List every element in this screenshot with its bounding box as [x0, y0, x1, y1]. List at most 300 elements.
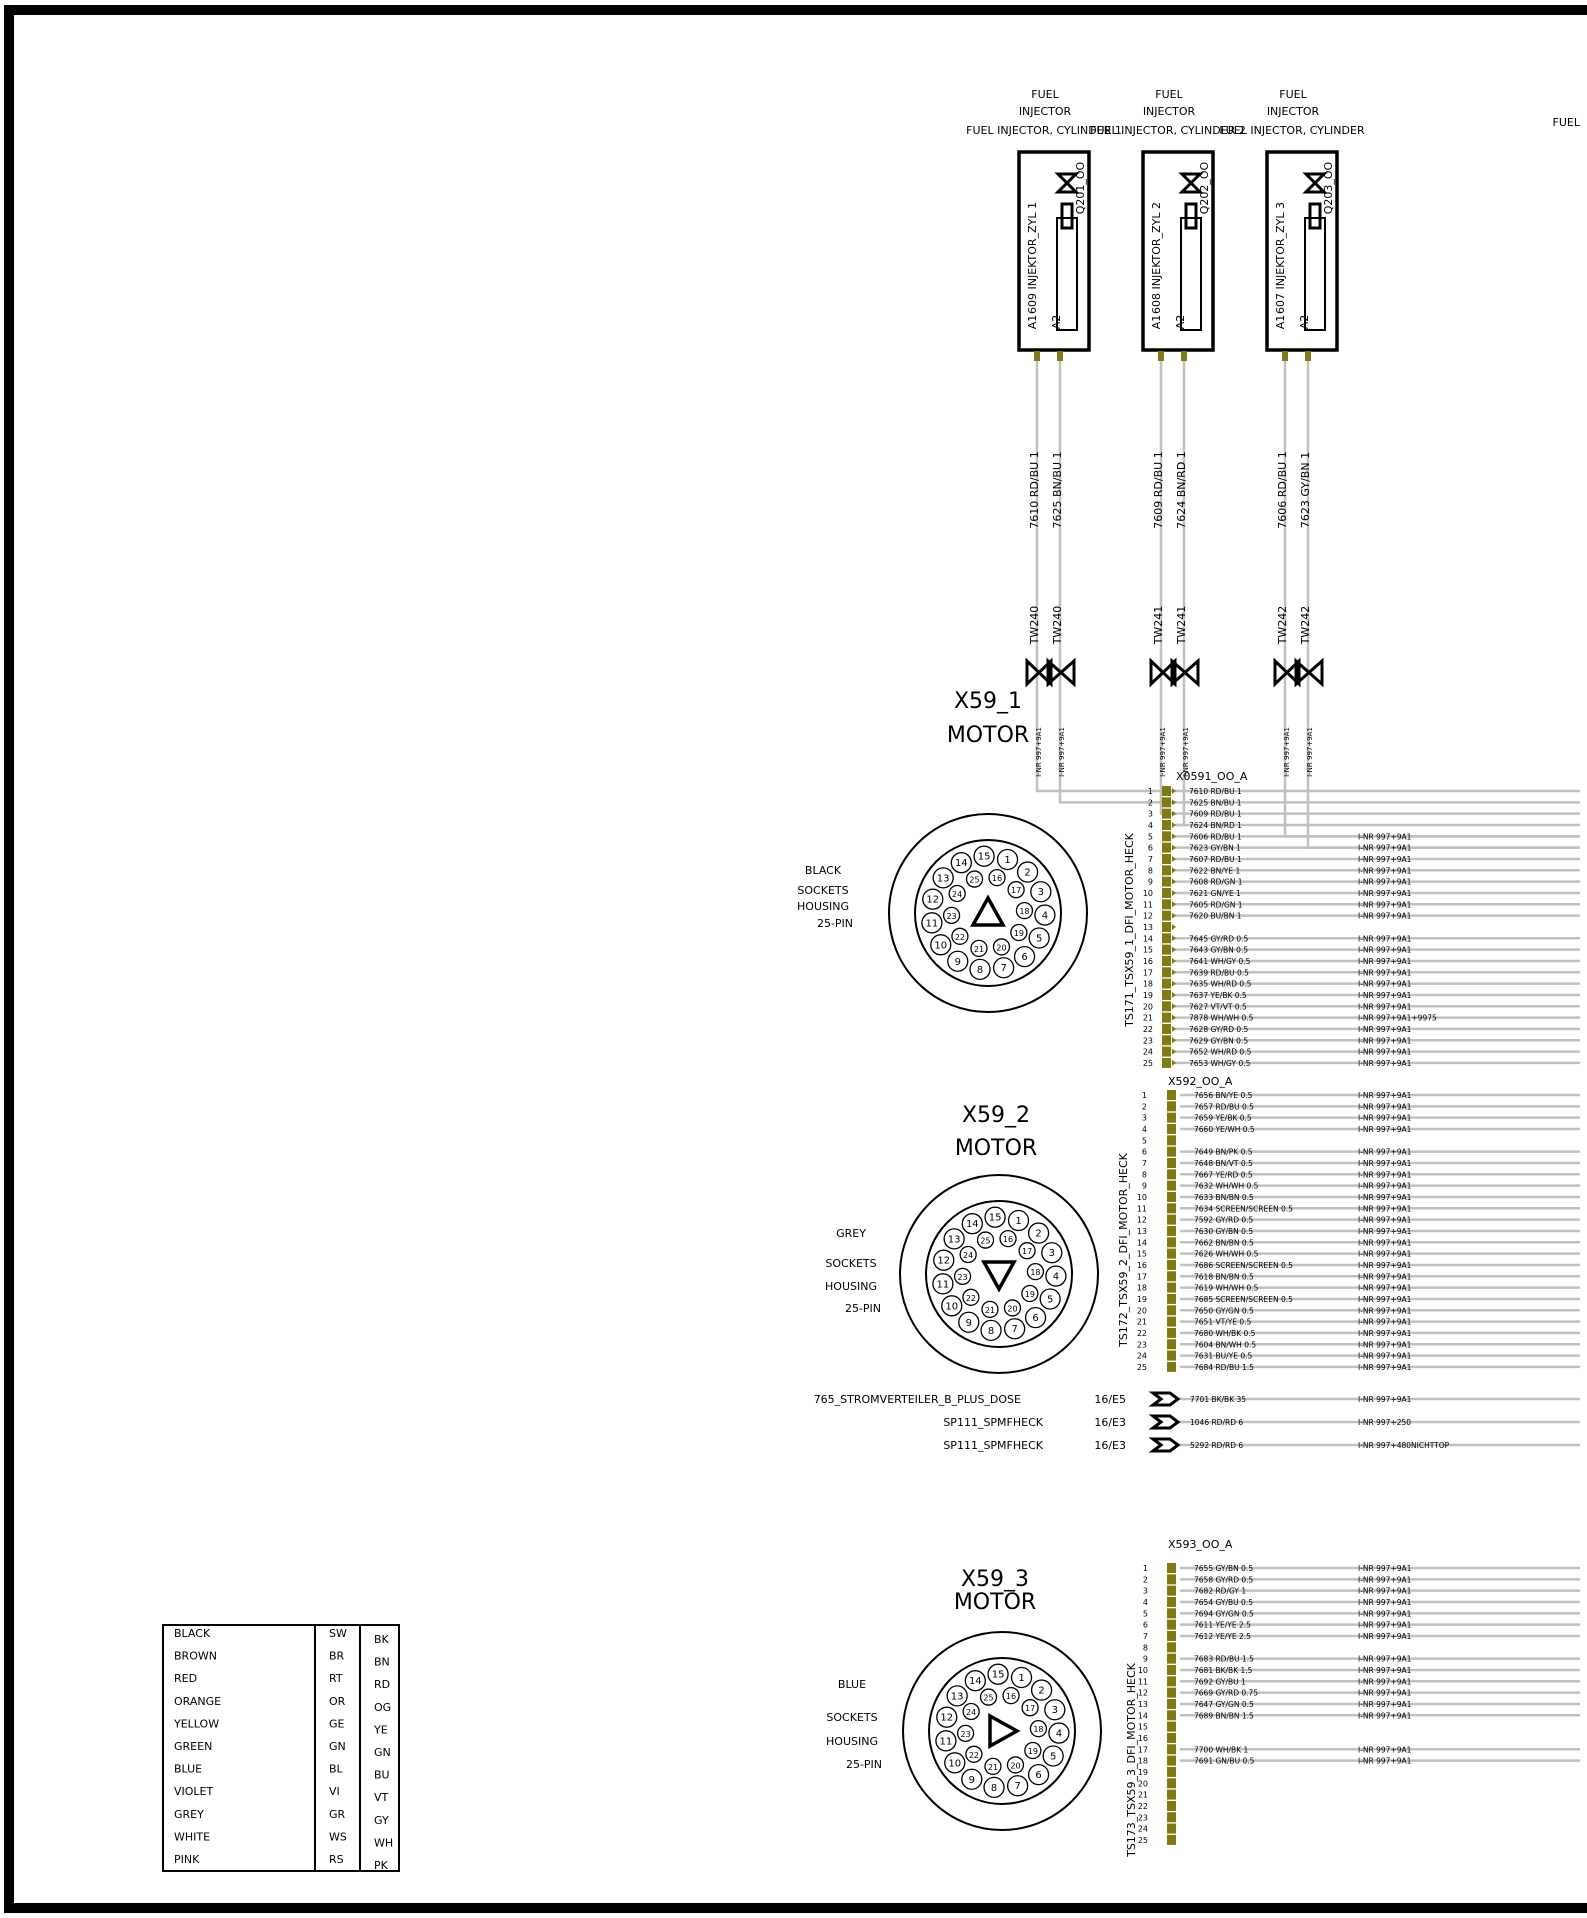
housing-pins: 25-PIN	[816, 917, 854, 930]
row-number: 22	[1137, 1801, 1148, 1811]
pin-number: 3	[1048, 1248, 1056, 1260]
row-number: 4	[1147, 820, 1153, 830]
legend-name: ORANGE	[174, 1694, 222, 1708]
terminal-pin	[1162, 922, 1171, 932]
legend-code-en: BU	[374, 1768, 390, 1782]
terminal-arrow	[1172, 822, 1176, 828]
terminal-pin	[1167, 1113, 1176, 1123]
wire-ref: I-NR 997+9A1+9975	[1358, 1013, 1437, 1023]
pin-number: 10	[945, 1301, 959, 1313]
nozzle-icon	[1186, 204, 1196, 228]
terminal-pin	[1167, 1328, 1176, 1338]
wire-ref: I-NR 997+9A1	[1358, 1597, 1412, 1607]
terminal-pin	[1167, 1586, 1176, 1596]
row-number: 23	[1136, 1340, 1147, 1350]
row-number: 15	[1137, 1722, 1148, 1732]
row-number: 24	[1136, 1351, 1147, 1361]
wire-label: 7643 GY/BN 0.5	[1189, 945, 1249, 955]
terminal-pin	[1167, 1597, 1176, 1607]
pin-number: 8	[990, 1782, 998, 1794]
pin-number: 25	[983, 1693, 994, 1703]
power-ref: 16/E3	[1094, 1416, 1126, 1429]
injector-ref: Q201_OO	[1074, 161, 1087, 215]
wire-label: 7623 GY/BN 1	[1189, 843, 1241, 853]
pin-number: 20	[996, 943, 1007, 953]
pin-number: 9	[968, 1774, 975, 1786]
wire-ref: I-NR 997+9A1	[1358, 1711, 1412, 1721]
wire	[1060, 361, 1175, 802]
terminal-pin	[1181, 351, 1187, 361]
wire-label: 7685 SCREEN/SCREEN 0.5	[1194, 1294, 1293, 1304]
terminal-pin	[1167, 1665, 1176, 1675]
wire-label: 7621 GN/YE 1	[1189, 888, 1241, 898]
legend-code-de: GR	[329, 1807, 346, 1821]
legend-name: VIOLET	[174, 1785, 214, 1799]
terminal-pin	[1162, 911, 1171, 921]
wire-ref: I-NR 997+9A1	[1358, 1091, 1412, 1100]
terminal-pin	[1167, 1101, 1176, 1111]
terminal-pin	[1167, 1271, 1176, 1281]
pin-number: 9	[965, 1317, 972, 1329]
terminal-pin	[1167, 1147, 1176, 1157]
row-number: 7	[1141, 1158, 1147, 1168]
housing-color: BLUE	[837, 1678, 867, 1691]
wire-label: 7630 GY/BN 0.5	[1194, 1226, 1254, 1236]
pin-number: 13	[936, 873, 950, 885]
terminal-pin	[1162, 797, 1171, 807]
row-number: 14	[1136, 1238, 1147, 1248]
wire-ref: I-NR 997+9A1	[1358, 1677, 1412, 1687]
wire-label: 7610 RD/BU 1	[1028, 451, 1041, 529]
row-number: 4	[1142, 1597, 1148, 1607]
terminal-pin	[1167, 1362, 1176, 1372]
pin-label: A1	[1026, 314, 1039, 330]
pin-number: 15	[988, 1212, 1002, 1224]
edge-fuel-label: FUEL	[1552, 116, 1580, 129]
legend-code-de: RT	[329, 1672, 343, 1686]
pin-number: 18	[1033, 1725, 1044, 1735]
wire-ref: I-NR 997+9A1	[1358, 1147, 1412, 1157]
terminal-pin	[1167, 1283, 1176, 1293]
nr-label: I-NR 997+9A1	[1058, 727, 1066, 777]
pin-number: 22	[968, 1750, 980, 1760]
legend-code-de: SW	[329, 1627, 347, 1640]
wire-ref: I-NR 997+9A1	[1358, 1158, 1412, 1168]
terminal-arrow	[1172, 879, 1176, 885]
wire-ref: I-NR 997+9A1	[1358, 1306, 1412, 1316]
wire-ref: I-NR 997+9A1	[1358, 854, 1412, 864]
terminal-pin	[1167, 1237, 1176, 1247]
terminal-pin	[1162, 877, 1171, 887]
terminal-pin	[1167, 1699, 1176, 1709]
injector-title: INJECTOR	[1018, 105, 1072, 118]
terminal-pin	[1162, 956, 1171, 966]
connector-vertical-label: TS171_TSX59_1_DFI_MOTOR_HECK	[1123, 833, 1136, 1027]
pin-number: 8	[987, 1325, 995, 1337]
wire-label: 7618 BN/BN 0.5	[1194, 1272, 1254, 1282]
orientation-icon	[973, 898, 1003, 925]
twist-label: TW241	[1152, 605, 1165, 645]
wire-ref: I-NR 997+9A1	[1358, 945, 1412, 955]
wire-ref: I-NR 997+9A1	[1358, 1756, 1412, 1766]
injector-title: FUEL	[1031, 88, 1059, 101]
terminal-pin	[1167, 1767, 1176, 1777]
wire-label: 7611 YE/YE 2.5	[1194, 1620, 1251, 1630]
connector-name: X59_3	[960, 1567, 1030, 1592]
pin-label: A1	[1274, 314, 1287, 330]
legend-code-en: BK	[374, 1633, 389, 1646]
row-number: 22	[1136, 1328, 1147, 1338]
pin-number: 4	[1041, 910, 1049, 922]
row-number: 22	[1142, 1024, 1153, 1034]
legend-name: YELLOW	[174, 1717, 220, 1731]
row-number: 25	[1142, 1058, 1153, 1068]
injector-title: FUEL	[1279, 88, 1307, 101]
terminal-pin	[1162, 888, 1171, 898]
wire-label: 7639 RD/BU 0.5	[1189, 968, 1249, 978]
pin-number: 11	[925, 918, 939, 930]
wire-label: 7604 BN/WH 0.5	[1194, 1340, 1257, 1350]
pin-number: 18	[1030, 1268, 1041, 1278]
legend-code-en: YE	[374, 1723, 388, 1737]
terminal-pin	[1167, 1215, 1176, 1225]
legend-code-en: GY	[374, 1813, 389, 1827]
wire	[1037, 361, 1175, 791]
wire-label: 7660 YE/WH 0.5	[1194, 1124, 1255, 1134]
connector-name: X59_2	[961, 1103, 1031, 1128]
wire-label: 7694 GY/GN 0.5	[1194, 1609, 1254, 1619]
wire	[1285, 361, 1580, 836]
terminal-arrow	[1172, 935, 1176, 941]
terminal-pin	[1162, 1058, 1171, 1068]
wire-ref: I-NR 997+9A1	[1358, 1745, 1412, 1755]
injector-body	[1181, 218, 1201, 330]
terminal-pin	[1167, 1688, 1176, 1698]
nr-label: I-NR 997+9A1	[1306, 727, 1314, 777]
row-number: 21	[1142, 1013, 1153, 1023]
terminal-arrow	[1172, 969, 1176, 975]
nozzle-icon	[1310, 204, 1320, 228]
power-arrow-icon	[1153, 1416, 1178, 1428]
wire-ref: I-NR 997+9A1	[1358, 1124, 1412, 1134]
twist-label: TW242	[1299, 605, 1312, 645]
legend-name: GREEN	[174, 1740, 213, 1753]
power-ref: 16/E3	[1094, 1439, 1126, 1452]
legend-code-en: OG	[374, 1700, 392, 1714]
wire-ref: I-NR 997+9A1	[1358, 1226, 1412, 1236]
row-number: 5	[1142, 1609, 1148, 1619]
wire-ref: I-NR 997+9A1	[1358, 1395, 1412, 1404]
wire-label: 7632 WH/WH 0.5	[1194, 1181, 1259, 1191]
pin-number: 23	[960, 1729, 971, 1739]
legend-code-en: WH	[374, 1836, 394, 1850]
wire-label: 7648 BN/VT 0.5	[1194, 1158, 1253, 1168]
wire-ref: I-NR 997+9A1	[1358, 1260, 1412, 1270]
housing-color: GREY	[836, 1227, 866, 1240]
pin-number: 19	[1024, 1290, 1035, 1300]
terminal-pin	[1167, 1824, 1176, 1834]
wire-label: 7655 GY/BN 0.5	[1194, 1564, 1254, 1573]
legend-code-en: GN	[374, 1746, 391, 1759]
terminal-pin	[1167, 1722, 1176, 1732]
row-number: 9	[1141, 1181, 1147, 1191]
row-number: 3	[1141, 1113, 1147, 1123]
terminal-arrow	[1172, 788, 1176, 794]
terminal-arrow	[1172, 856, 1176, 862]
wire-label: 7592 GY/RD 0.5	[1194, 1215, 1254, 1225]
pin-number: 3	[1051, 1705, 1059, 1717]
wire-label: 7627 VT/VT 0.5	[1189, 1002, 1247, 1012]
twist-label: TW240	[1028, 605, 1041, 645]
terminal-pin	[1167, 1835, 1176, 1845]
orientation-icon	[984, 1262, 1014, 1289]
wire-label: 7609 RD/BU 1	[1189, 809, 1242, 819]
pin-number: 19	[1027, 1747, 1038, 1757]
pin-number: 12	[937, 1255, 951, 1267]
wire-label: 7700 WH/BK 1	[1194, 1745, 1249, 1755]
row-number: 7	[1147, 854, 1153, 864]
terminal-pin	[1162, 933, 1171, 943]
wire-label: 7680 WH/BK 0.5	[1194, 1328, 1256, 1338]
wire-label: 7605 RD/GN 1	[1189, 900, 1243, 910]
terminal-pin	[1162, 1035, 1171, 1045]
terminal-pin	[1162, 820, 1171, 830]
row-number: 12	[1137, 1688, 1148, 1698]
wire-label: 7654 GY/BU 0.5	[1194, 1597, 1253, 1607]
pin-number: 12	[926, 894, 940, 906]
wire-label: 7641 WH/GY 0.5	[1189, 956, 1251, 966]
injector-title: FUEL	[1155, 88, 1183, 101]
legend-code-de: VI	[329, 1785, 340, 1799]
terminal-pin	[1167, 1744, 1176, 1754]
wire-ref: I-NR 997+250	[1358, 1418, 1412, 1427]
terminal-arrow	[1172, 1015, 1176, 1021]
power-name: SP111_SPMFHECK	[943, 1439, 1043, 1452]
pin-number: 6	[1021, 952, 1028, 964]
row-number: 12	[1142, 911, 1153, 921]
wire-ref: I-NR 997+9A1	[1358, 1586, 1412, 1596]
nr-label: I-NR 997+9A1	[1283, 727, 1291, 777]
row-number: 23	[1137, 1813, 1148, 1823]
wire-ref: I-NR 997+9A1	[1358, 1351, 1412, 1361]
wire-ref: I-NR 997+9A1	[1358, 1272, 1412, 1282]
row-number: 16	[1142, 956, 1153, 966]
terminal-pin	[1167, 1676, 1176, 1686]
pin-number: 9	[954, 956, 961, 968]
terminal-pin	[1167, 1801, 1176, 1811]
wires-layer	[1037, 361, 1580, 1761]
row-number: 16	[1137, 1733, 1148, 1743]
row-number: 17	[1137, 1745, 1148, 1755]
pin-number: 14	[954, 858, 968, 870]
pin-number: 18	[1019, 907, 1030, 917]
wire-label: 7684 RD/BU 1.5	[1194, 1362, 1254, 1372]
terminal-pin	[1167, 1710, 1176, 1720]
legend-code-en: RD	[374, 1678, 391, 1692]
terminal-arrow	[1172, 992, 1176, 998]
nr-label: I-NR 997+9A1	[1159, 727, 1167, 777]
row-number: 1	[1141, 1091, 1147, 1100]
housing-type: SOCKETS	[826, 1711, 878, 1724]
pin-number: 16	[991, 874, 1003, 884]
row-number: 1	[1147, 787, 1153, 796]
wire-label: 7656 BN/YE 0.5	[1194, 1091, 1253, 1100]
wire-label: 7681 BK/BK 1.5	[1194, 1665, 1253, 1675]
legend-code-de: WS	[329, 1830, 347, 1844]
row-number: 23	[1142, 1036, 1153, 1046]
terminal-pin	[1162, 1013, 1171, 1023]
terminal-arrow	[1172, 901, 1176, 907]
row-number: 25	[1136, 1362, 1147, 1372]
terminal-pin	[1167, 1294, 1176, 1304]
power-arrow-icon	[1153, 1393, 1178, 1405]
legend-code-en: VT	[374, 1791, 389, 1805]
row-number: 8	[1142, 1643, 1148, 1653]
terminal-arrow	[1172, 1049, 1176, 1055]
pin-number: 1	[1015, 1216, 1022, 1228]
row-number: 13	[1136, 1226, 1147, 1236]
row-number: 2	[1147, 798, 1153, 808]
terminal-pin	[1162, 786, 1171, 796]
wire-label: 7686 SCREEN/SCREEN 0.5	[1194, 1260, 1293, 1270]
wire-ref: I-NR 997+9A1	[1358, 1024, 1412, 1034]
legend-name: BROWN	[174, 1649, 217, 1663]
wire-label: 7607 RD/BU 1	[1189, 854, 1242, 864]
row-number: 25	[1137, 1835, 1148, 1845]
nr-label: I-NR 997+9A1	[1182, 727, 1190, 777]
wire-ref: I-NR 997+9A1	[1358, 1699, 1412, 1709]
pin-number: 15	[991, 1669, 1005, 1681]
row-number: 19	[1142, 990, 1153, 1000]
housing-type: HOUSING	[826, 1735, 878, 1748]
pin-label: A2	[1298, 314, 1311, 330]
pin-number: 7	[1011, 1324, 1018, 1336]
terminal-pin	[1162, 899, 1171, 909]
pin-number: 20	[1010, 1761, 1021, 1771]
wire-label: 7635 WH/RD 0.5	[1189, 979, 1252, 989]
terminal-pin	[1034, 351, 1040, 361]
wire-ref: I-NR 997+9A1	[1358, 1564, 1412, 1573]
terminal-pin	[1162, 843, 1171, 853]
wire-label: 7626 WH/WH 0.5	[1194, 1249, 1259, 1259]
wire-ref: I-NR 997+9A1	[1358, 1575, 1412, 1585]
housing-pins: 25-PIN	[844, 1302, 882, 1315]
row-number: 15	[1136, 1249, 1147, 1259]
pin-number: 14	[968, 1676, 982, 1688]
row-number: 10	[1137, 1665, 1148, 1675]
terminal-arrow	[1172, 958, 1176, 964]
terminal-pin	[1167, 1169, 1176, 1179]
row-number: 19	[1137, 1767, 1148, 1777]
power-name: 765_STROMVERTEILER_B_PLUS_DOSE	[813, 1393, 1021, 1406]
connector-vertical-label: TS172_TSX59_2_DFI_MOTOR_HECK	[1117, 1153, 1130, 1347]
terminal-arrow	[1172, 867, 1176, 873]
pin-number: 22	[965, 1293, 977, 1303]
pin-number: 7	[1014, 1781, 1021, 1793]
injector-body	[1057, 218, 1077, 330]
injector-label: 608 INJEKTOR_ZYL 2	[1150, 202, 1163, 314]
terminal-pin	[1167, 1317, 1176, 1327]
legend-name: BLACK	[174, 1627, 211, 1640]
terminal-arrow	[1172, 1003, 1176, 1009]
pin-number: 7	[1000, 963, 1007, 975]
legend-code-de: BL	[329, 1762, 343, 1776]
pin-number: 23	[957, 1272, 968, 1282]
terminal-arrow	[1172, 1026, 1176, 1032]
connector-subtitle: MOTOR	[953, 1590, 1037, 1615]
row-number: 3	[1142, 1586, 1148, 1596]
pin-number: 12	[940, 1712, 954, 1724]
row-number: 17	[1142, 968, 1153, 978]
pin-number: 21	[973, 944, 985, 954]
wire-ref: I-NR 997+9A1	[1358, 1036, 1412, 1046]
pin-number: 11	[939, 1736, 953, 1748]
wire-label: 7667 YE/RD 0.5	[1194, 1170, 1253, 1180]
wire-label: 7692 GY/BU 1	[1194, 1677, 1246, 1687]
wire-label: 1046 RD/RD 6	[1190, 1418, 1244, 1427]
wire-ref: I-NR 997+9A1	[1358, 1665, 1412, 1675]
row-number: 3	[1147, 809, 1153, 819]
terminal-arrow	[1172, 924, 1176, 930]
power-name: SP111_SPMFHECK	[943, 1416, 1043, 1429]
wire-label: 7647 GY/GN 0.5	[1194, 1699, 1254, 1709]
legend-name: BLUE	[174, 1762, 203, 1776]
injector-ref: Q202_OO	[1198, 161, 1211, 215]
row-number: 16	[1136, 1260, 1147, 1270]
nr-label: I-NR 997+9A1	[1035, 727, 1043, 777]
terminal-pin	[1167, 1226, 1176, 1236]
pin-number: 14	[965, 1219, 979, 1231]
terminal-pin	[1167, 1778, 1176, 1788]
terminal-pin	[1162, 1001, 1171, 1011]
terminal-pin	[1167, 1181, 1176, 1191]
pin-number: 21	[984, 1305, 996, 1315]
wire-label: 7623 GY/BN 1	[1299, 451, 1312, 529]
legend-code-de: OR	[329, 1694, 346, 1708]
row-number: 11	[1142, 900, 1153, 910]
wire-label: 7633 BN/BN 0.5	[1194, 1192, 1254, 1202]
pin-number: 5	[1046, 1294, 1054, 1306]
terminal-pin	[1162, 1047, 1171, 1057]
wire-ref: I-NR 997+9A1	[1358, 1620, 1412, 1630]
wire-ref: I-NR 997+480NICHTTOP	[1358, 1441, 1450, 1450]
terminal-pin	[1167, 1574, 1176, 1584]
terminal-arrow	[1172, 845, 1176, 851]
injector-ref: Q203_OO	[1322, 161, 1335, 215]
pin-number: 20	[1007, 1304, 1018, 1314]
housing-color: BLACK	[804, 864, 842, 877]
pin-label: A1	[1150, 314, 1163, 330]
wire-ref: I-NR 997+9A1	[1358, 1238, 1412, 1248]
terminal-pin	[1282, 351, 1288, 361]
legend-code-de: GE	[329, 1717, 345, 1731]
terminal-pin	[1167, 1756, 1176, 1766]
wire-label: 7608 RD/GN 1	[1189, 877, 1243, 887]
terminal-pin	[1162, 831, 1171, 841]
wire-label: 7658 GY/RD 0.5	[1194, 1575, 1254, 1585]
twist-label: TW240	[1051, 605, 1064, 645]
legend-code-de: GN	[329, 1740, 346, 1753]
pin-number: 3	[1037, 887, 1045, 899]
pin-number: 23	[946, 911, 957, 921]
row-number: 10	[1136, 1192, 1147, 1202]
terminal-pin	[1167, 1631, 1176, 1641]
legend-name: GREY	[174, 1807, 204, 1821]
terminal-pin	[1167, 1090, 1176, 1100]
wire-label: 7650 GY/GN 0.5	[1194, 1306, 1254, 1316]
housing-type: HOUSING	[825, 1280, 877, 1293]
pin-number: 1	[1004, 855, 1011, 867]
